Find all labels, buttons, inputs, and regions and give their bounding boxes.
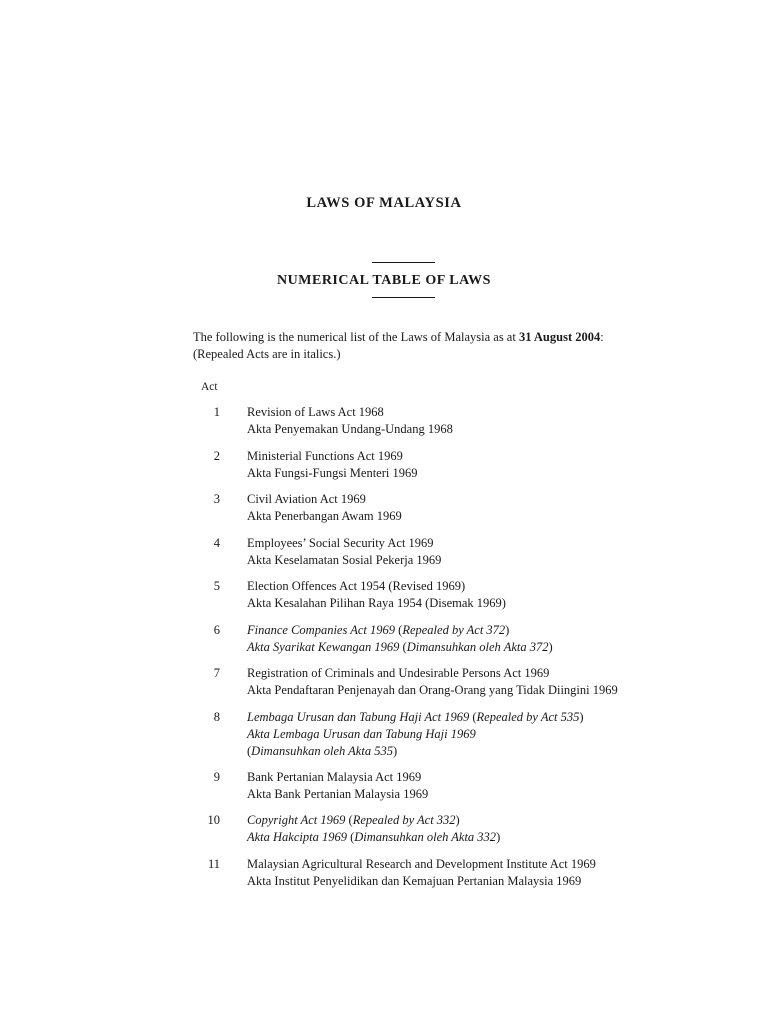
act-title-segment: ) bbox=[496, 830, 501, 844]
act-title-segment: Akta Pendaftaran Penjenayah dan Orang-Orang yang Tidak Diingini 1969 bbox=[247, 683, 618, 697]
act-title-segment: Ministerial Functions Act 1969 bbox=[247, 448, 403, 463]
act-title-segment: ) bbox=[579, 709, 584, 724]
intro-paragraph bbox=[193, 329, 604, 363]
act-title-segment: Revision of Laws Act 1968 bbox=[247, 405, 384, 419]
act-title-segment: ( bbox=[346, 830, 355, 844]
act-title-english bbox=[247, 404, 453, 421]
document-subtitle: NUMERICAL TABLE OF LAWS bbox=[277, 273, 491, 288]
act-number: 11 bbox=[207, 856, 220, 871]
act-title-segment: ( bbox=[345, 813, 353, 827]
act-number: 3 bbox=[213, 492, 220, 506]
act-titles bbox=[247, 622, 553, 656]
act-title-segment: Registration of Criminals and Undesirable Persons Act 1969 bbox=[247, 666, 550, 680]
act-title-segment: Akta Keselamatan Sosial Pekerja 1969 bbox=[247, 552, 442, 567]
act-title-malay bbox=[247, 829, 500, 846]
act-entry bbox=[0, 622, 768, 666]
act-title-segment: Civil Aviation Act 1969 bbox=[247, 492, 366, 506]
act-title-malay bbox=[247, 873, 596, 890]
act-title-segment: ) bbox=[392, 743, 398, 758]
act-titles bbox=[247, 769, 428, 803]
document-title: LAWS OF MALAYSIA bbox=[306, 195, 462, 211]
act-titles bbox=[247, 535, 441, 569]
intro-colon: : bbox=[600, 330, 604, 344]
act-title-segment: Repealed by Act 372 bbox=[402, 622, 506, 637]
act-title-segment: Akta Bank Pertanian Malaysia 1969 bbox=[247, 786, 429, 801]
act-number: 7 bbox=[213, 666, 220, 680]
act-entry bbox=[0, 578, 768, 622]
intro-note: (Repealed Acts are in italics.) bbox=[193, 347, 341, 361]
act-number: 5 bbox=[213, 579, 220, 593]
act-title-segment: Election Offences Act 1954 (Revised 1969) bbox=[247, 579, 466, 593]
act-title-segment: Akta Penerbangan Awam 1969 bbox=[247, 509, 402, 523]
act-titles bbox=[247, 448, 417, 482]
act-title-segment: Lembaga Urusan dan Tabung Haji Act 1969 bbox=[247, 709, 470, 724]
act-titles bbox=[247, 856, 596, 890]
act-number: 8 bbox=[213, 709, 220, 724]
act-title-english bbox=[247, 665, 618, 682]
act-entry bbox=[0, 856, 768, 900]
act-titles bbox=[247, 578, 506, 612]
act-title-segment: Akta Kesalahan Pilihan Raya 1954 (Disemak 1969) bbox=[247, 596, 506, 610]
act-title-english bbox=[247, 578, 506, 595]
act-titles bbox=[247, 709, 584, 760]
act-title-segment: Dimansuhkan oleh Akta 535 bbox=[251, 743, 393, 758]
act-entry bbox=[0, 812, 768, 856]
act-title-malay bbox=[247, 595, 506, 612]
act-title-segment: Finance Companies Act 1969 bbox=[247, 622, 396, 637]
act-title-malay bbox=[247, 552, 441, 569]
act-title-segment: Akta Fungsi-Fungsi Menteri 1969 bbox=[247, 465, 418, 480]
title-divider-top bbox=[372, 262, 435, 263]
act-title-segment: Repealed by Act 535 bbox=[476, 709, 580, 724]
act-number: 2 bbox=[213, 448, 220, 463]
act-title-segment: ( bbox=[247, 743, 252, 758]
act-title-english bbox=[247, 622, 553, 639]
act-title-malay bbox=[247, 726, 584, 743]
act-title-malay bbox=[247, 421, 453, 438]
intro-text: The following is the numerical list of the Laws of Malaysia as at bbox=[193, 330, 519, 344]
act-title-segment: ( bbox=[395, 622, 403, 637]
title-divider-bottom bbox=[372, 297, 435, 298]
intro-date: 31 August 2004 bbox=[518, 330, 601, 344]
act-entry bbox=[0, 535, 768, 579]
act-title-segment: Dimansuhkan oleh Akta 372 bbox=[406, 639, 549, 654]
act-title-segment: ) bbox=[455, 813, 460, 827]
act-title-segment: Akta Syarikat Kewangan 1969 bbox=[247, 639, 400, 654]
act-entry bbox=[0, 404, 768, 448]
act-titles bbox=[247, 491, 402, 525]
act-title-segment: Akta Hakcipta 1969 bbox=[247, 830, 347, 844]
act-number: 1 bbox=[213, 405, 220, 419]
act-column-header: Act bbox=[201, 381, 218, 393]
act-title-segment: Copyright Act 1969 bbox=[247, 813, 346, 827]
act-entry bbox=[0, 448, 768, 492]
act-title-english bbox=[247, 769, 428, 786]
act-number: 10 bbox=[207, 813, 220, 827]
act-entry bbox=[0, 769, 768, 813]
act-title-malay bbox=[247, 786, 428, 803]
act-title-malay bbox=[247, 682, 618, 699]
act-title-segment: Akta Institut Penyelidikan dan Kemajuan Pertanian Malaysia 1969 bbox=[247, 873, 582, 888]
act-title-segment: ) bbox=[505, 622, 510, 637]
act-entry bbox=[0, 709, 768, 769]
act-title-segment: Malaysian Agricultural Research and Development Institute Act 1969 bbox=[247, 856, 596, 871]
act-title-segment: Akta Lembaga Urusan dan Tabung Haji 1969 bbox=[247, 726, 476, 741]
act-title-english bbox=[247, 856, 596, 873]
act-entry bbox=[0, 491, 768, 535]
act-title-malay bbox=[247, 508, 402, 525]
act-title-english bbox=[247, 812, 500, 829]
act-title-malay bbox=[247, 743, 584, 760]
act-titles bbox=[247, 404, 453, 438]
act-title-segment: ) bbox=[548, 639, 553, 654]
act-title-segment: Employees’ Social Security Act 1969 bbox=[247, 535, 434, 550]
act-titles bbox=[247, 665, 618, 699]
act-title-segment: Bank Pertanian Malaysia Act 1969 bbox=[247, 769, 422, 784]
act-title-english bbox=[247, 535, 441, 552]
act-title-english bbox=[247, 448, 417, 465]
act-list bbox=[0, 404, 768, 899]
act-title-segment: Dimansuhkan oleh Akta 332 bbox=[354, 830, 497, 844]
act-title-segment: ( bbox=[469, 709, 477, 724]
act-title-english bbox=[247, 491, 402, 508]
act-number: 9 bbox=[213, 769, 220, 784]
act-title-segment: ( bbox=[399, 639, 407, 654]
act-title-english bbox=[247, 709, 584, 726]
act-title-segment: Repealed by Act 332 bbox=[352, 813, 456, 827]
act-title-malay bbox=[247, 639, 553, 656]
act-title-segment: Akta Penyemakan Undang-Undang 1968 bbox=[247, 422, 453, 436]
act-titles bbox=[247, 812, 500, 846]
act-entry bbox=[0, 665, 768, 709]
act-title-malay bbox=[247, 465, 417, 482]
act-number: 6 bbox=[213, 622, 220, 637]
act-number: 4 bbox=[213, 535, 220, 550]
